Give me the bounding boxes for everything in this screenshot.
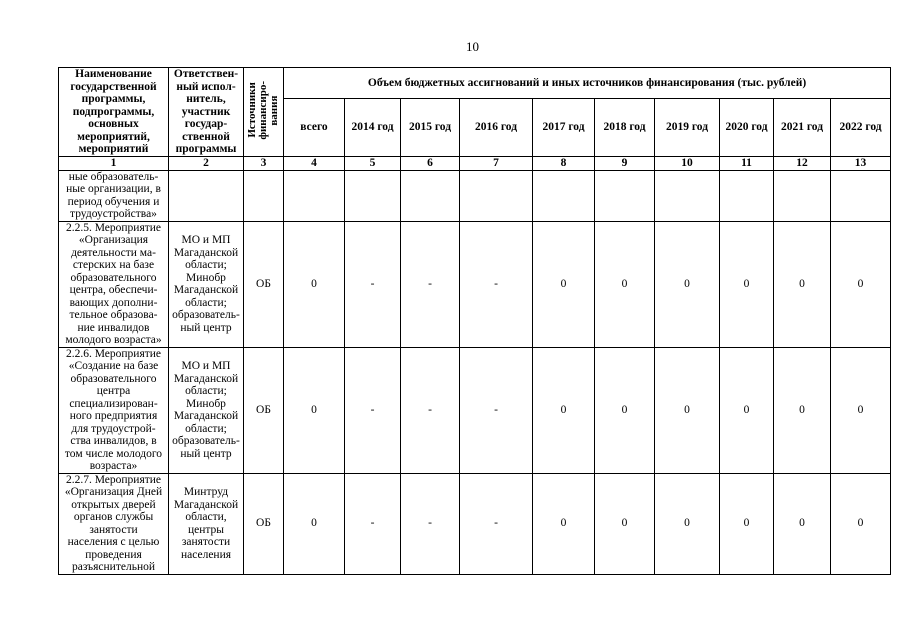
row-value: - [345, 473, 401, 574]
row-value: 0 [655, 221, 720, 347]
table-row [59, 170, 891, 221]
column-number: 5 [345, 157, 401, 171]
header-executor: Ответствен- ный испол- нитель, участник государ- ственной программы [169, 68, 244, 157]
row-value [345, 170, 401, 221]
row-value: 0 [533, 473, 595, 574]
row-value: 0 [533, 347, 595, 473]
row-name: ные образователь- ные организации, в период обучения и трудоустройства» [59, 170, 169, 221]
row-executor: Минтруд Магаданской области, центры занятости населения [169, 473, 244, 574]
row-name: 2.2.7. Мероприятие «Организация Дней открытых дверей органов службы занятости населения с целью проведения разъяснительной [59, 473, 169, 574]
row-value [720, 170, 774, 221]
row-value: - [401, 473, 460, 574]
row-value: - [460, 221, 533, 347]
header-total: всего [284, 99, 345, 157]
header-year: 2020 год [720, 99, 774, 157]
column-number-row [59, 157, 891, 171]
row-value: - [460, 347, 533, 473]
row-value: 0 [284, 473, 345, 574]
row-value [831, 170, 891, 221]
header-year: 2021 год [774, 99, 831, 157]
row-value: - [401, 347, 460, 473]
row-value: 0 [533, 221, 595, 347]
header-year: 2022 год [831, 99, 891, 157]
header-year: 2014 год [345, 99, 401, 157]
row-source: ОБ [244, 473, 284, 574]
row-value: 0 [655, 473, 720, 574]
column-number: 9 [595, 157, 655, 171]
row-value: 0 [720, 347, 774, 473]
column-number: 6 [401, 157, 460, 171]
page-number: 10 [466, 39, 479, 54]
row-value: - [401, 221, 460, 347]
row-value: 0 [831, 347, 891, 473]
row-value: 0 [831, 221, 891, 347]
table-row [59, 347, 891, 473]
budget-table [58, 67, 891, 575]
row-value [401, 170, 460, 221]
row-value: 0 [595, 347, 655, 473]
row-value: 0 [720, 221, 774, 347]
column-number: 12 [774, 157, 831, 171]
row-value [460, 170, 533, 221]
header-year: 2015 год [401, 99, 460, 157]
row-value [655, 170, 720, 221]
column-number: 2 [169, 157, 244, 171]
row-name: 2.2.6. Мероприятие «Создание на базе образовательного центра специализирован- ного предприятия для трудоустрой- ства инвалидов, в том числе молодого возраста» [59, 347, 169, 473]
row-value: 0 [774, 347, 831, 473]
row-value: 0 [595, 221, 655, 347]
row-value [774, 170, 831, 221]
table-row [59, 473, 891, 574]
header-source-text: Источники финансиро- вания [246, 80, 280, 140]
row-executor [169, 170, 244, 221]
row-value [533, 170, 595, 221]
column-number: 3 [244, 157, 284, 171]
row-value: 0 [284, 347, 345, 473]
header-year: 2018 год [595, 99, 655, 157]
column-number: 7 [460, 157, 533, 171]
row-name: 2.2.5. Мероприятие «Организация деятельности ма- стерских на базе образовательного центра, обеспечи- вающих дополни- тельное образова- ние инвалидов молодого возраста» [59, 221, 169, 347]
row-source: ОБ [244, 347, 284, 473]
table-row [59, 221, 891, 347]
column-number: 11 [720, 157, 774, 171]
column-number: 1 [59, 157, 169, 171]
header-budget-group: Объем бюджетных ассигнований и иных источников финансирования (тыс. рублей) [284, 68, 891, 99]
row-value: - [460, 473, 533, 574]
column-number: 13 [831, 157, 891, 171]
row-source [244, 170, 284, 221]
row-value: 0 [720, 473, 774, 574]
row-value: 0 [595, 473, 655, 574]
header-year: 2017 год [533, 99, 595, 157]
row-value [284, 170, 345, 221]
row-executor: МО и МП Магаданской области; Минобр Магаданской области; образователь- ный центр [169, 347, 244, 473]
column-number: 10 [655, 157, 720, 171]
row-executor: МО и МП Магаданской области; Минобр Магаданской области; образователь- ный центр [169, 221, 244, 347]
header-year: 2019 год [655, 99, 720, 157]
column-number: 8 [533, 157, 595, 171]
row-value: 0 [831, 473, 891, 574]
row-value: - [345, 221, 401, 347]
header-source [244, 68, 284, 157]
row-value: 0 [774, 473, 831, 574]
column-number: 4 [284, 157, 345, 171]
row-value: 0 [655, 347, 720, 473]
header-name: Наименование государственной программы, подпрограммы, основных мероприятий, мероприятий [59, 68, 169, 157]
row-value [595, 170, 655, 221]
row-source: ОБ [244, 221, 284, 347]
row-value: 0 [284, 221, 345, 347]
row-value: 0 [774, 221, 831, 347]
row-value: - [345, 347, 401, 473]
header-year: 2016 год [460, 99, 533, 157]
